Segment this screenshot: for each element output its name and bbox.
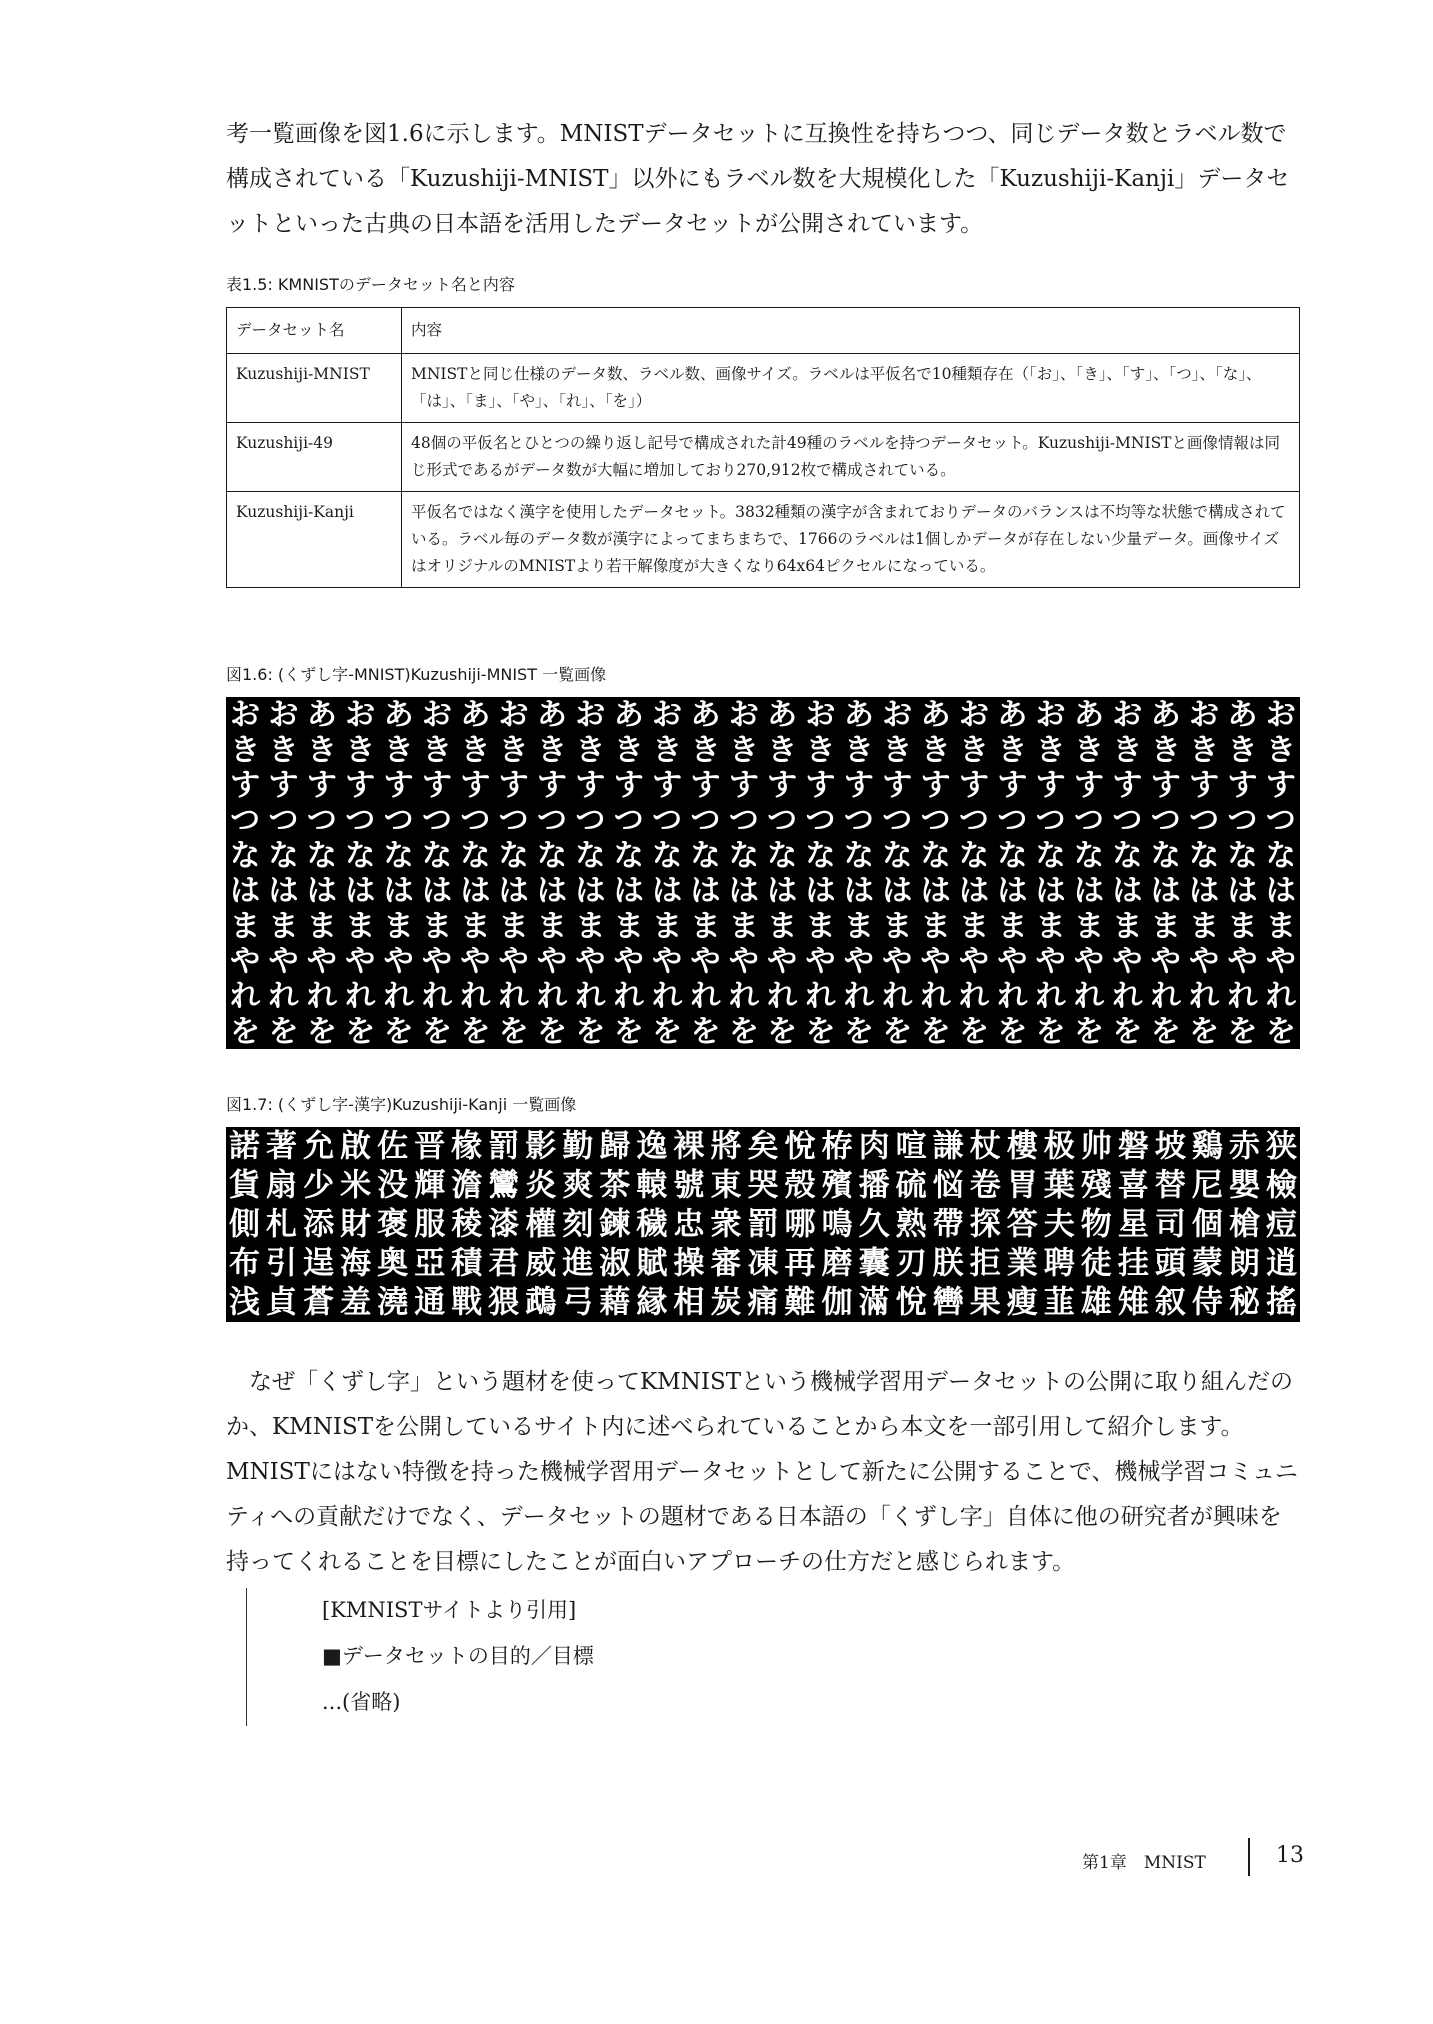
kuzushiji-glyph-row: お お あ お あ お あ お あ お あ お あ お あ お あ お あ お あ お あ お あ お あ お (230, 697, 1296, 733)
dataset-content-cell: 48個の平仮名とひとつの繰り返し記号で構成された計49種のラベルを持つデータセット。Kuzushiji-MNISTと画像情報は同じ形式であるがデータ数が大幅に増加しており270,912枚で構成されている。 (402, 423, 1300, 492)
table-row (227, 354, 1300, 423)
kuzushiji-kanji-image-grid (226, 1127, 1300, 1322)
kuzushiji-mnist-image-grid (226, 697, 1300, 1049)
kuzushiji-glyph-row: ま ま ま ま ま ま ま ま ま ま ま ま ま ま ま ま ま ま ま ま ま ま ま ま ま ま ま ま (230, 908, 1296, 944)
kuzushiji-glyph-row: な な な な な な な な な な な な な な な な な な な な な な な な な な な な (230, 837, 1296, 873)
dataset-content-cell: MNISTと同じ仕様のデータ数、ラベル数、画像サイズ。ラベルは平仮名で10種類存在（「お」、「き」、「す」、「つ」、「な」、「は」、「ま」、「や」、「れ」、「を」） (402, 354, 1300, 423)
quote-line-heading: ■データセットの目的／目標 (322, 1644, 594, 1668)
page-number: 13 (1276, 1843, 1304, 1868)
figure-1-6-caption: 図1.6: (くずし字-MNIST)Kuzushiji-MNIST 一覧画像 (226, 665, 607, 684)
kanji-glyph-row: 諾 著 允 啟 佐 晋 椽 罰 影 勤 歸 逸 裸 將 矣 悅 栫 肉 喧 謙 杖 樓 极 帅 磐 坡 鷄 赤 狭 (229, 1128, 1297, 1165)
intro-paragraph: 考一覧画像を図1.6に示します。MNISTデータセットに互換性を持ちつつ、同じデータ数とラベル数で構成されている「Kuzushiji-MNIST」以外にもラベル数を大規模化した「Kuzushiji-Kanji」データセットといった古典の日本語を活用したデータセットが公開されています。 (226, 121, 1290, 237)
table-header-row (227, 308, 1300, 354)
kmnist-dataset-table (226, 307, 1300, 588)
dataset-name-cell: Kuzushiji-Kanji (227, 492, 402, 588)
table-caption: 表1.5: KMNISTのデータセット名と内容 (226, 275, 515, 294)
kanji-glyph-row: 浅 貞 蒼 羞 澆 通 戰 猥 鵡 弓 藉 縁 相 炭 痛 難 伽 滿 悅 轡 果 瘦 韮 雄 雉 叙 侍 秘 搖 (229, 1284, 1297, 1321)
kanji-glyph-row: 布 引 逞 海 奥 亞 積 君 威 進 淑 賦 操 審 凍 再 磨 囊 刃 朕 拒 業 聘 徒 挂 頭 蒙 朗 逍 (229, 1245, 1297, 1282)
quote-line-omitted: ...(省略) (322, 1690, 401, 1714)
kuzushiji-glyph-row: れ れ れ れ れ れ れ れ れ れ れ れ れ れ れ れ れ れ れ れ れ れ れ れ れ れ れ れ (230, 978, 1296, 1014)
table-row (227, 492, 1300, 588)
kuzushiji-glyph-row: す す す す す す す す す す す す す す す す す す す す す す す す す す す す (230, 767, 1296, 803)
kanji-glyph-row: 貨 扇 少 米 没 輝 澹 鸞 炎 爽 茶 轅 號 東 哭 殻 殯 播 硫 悩 卷 胃 葉 殘 喜 替 尼 嬰 檢 (229, 1167, 1297, 1204)
figure-1-7-caption: 図1.7: (くずし字-漢字)Kuzushiji-Kanji 一覧画像 (226, 1095, 577, 1114)
body-paragraph: なぜ「くずし字」という題材を使ってKMNISTという機械学習用データセットの公開に取り組んだのか、KMNISTを公開しているサイト内に述べられていることから本文を一部引用して紹介します。MNISTにはない特徴を持った機械学習用データセットとして新たに公開することで、機械学習コミュニティへの貢献だけでなく、データセットの題材である日本語の「くずし字」自体に他の研究者が興味を持ってくれることを目標にしたことが面白いアプローチの仕方だと感じられます。 (226, 1369, 1298, 1575)
kuzushiji-mnist-grid-svg (226, 697, 1300, 1049)
dataset-name-cell: Kuzushiji-49 (227, 423, 402, 492)
table-row (227, 423, 1300, 492)
kuzushiji-glyph-row: き き き き き き き き き き き き き き き き き き き き き き き き き き き き (230, 732, 1296, 768)
quote-line-source: [KMNISTサイトより引用] (322, 1598, 577, 1622)
quote-bar (246, 1588, 247, 1726)
dataset-content-cell: 平仮名ではなく漢字を使用したデータセット。3832種類の漢字が含まれておりデータのバランスは不均等な状態で構成されている。ラベル毎のデータ数が漢字によってまちまちで、1766のラベルは1個しかデータが存在しない少量データ。画像サイズはオリジナルのMNISTより若干解像度が大きくなり64x64ピクセルになっている。 (402, 492, 1300, 588)
dataset-name-cell: Kuzushiji-MNIST (227, 354, 402, 423)
header-content: 内容 (402, 308, 1300, 354)
kuzushiji-glyph-row: は は は は は は は は は は は は は は は は は は は は は は は は は は は は (230, 873, 1296, 909)
kuzushiji-glyph-row: や や や や や や や や や や や や や や や や や や や や や や や や や や や や (230, 943, 1296, 979)
kuzushiji-kanji-grid-svg (226, 1127, 1300, 1322)
footer-chapter: 第1章 MNIST (1082, 1853, 1206, 1873)
header-dataset-name: データセット名 (227, 308, 402, 354)
kuzushiji-glyph-row: を を を を を を を を を を を を を を を を を を を を を を を を を を を を (230, 1013, 1296, 1049)
kuzushiji-glyph-row: つ つ つ つ つ つ つ つ つ つ つ つ つ つ つ つ つ つ つ つ つ つ つ つ つ つ つ つ (230, 802, 1296, 838)
kanji-glyph-row: 側 札 添 財 褒 服 稜 漆 權 刻 鍊 穢 忠 衆 罰 哪 鳴 久 熟 帶 探 答 夫 物 星 司 個 槍 痘 (229, 1206, 1297, 1243)
footer-separator (1248, 1838, 1250, 1876)
